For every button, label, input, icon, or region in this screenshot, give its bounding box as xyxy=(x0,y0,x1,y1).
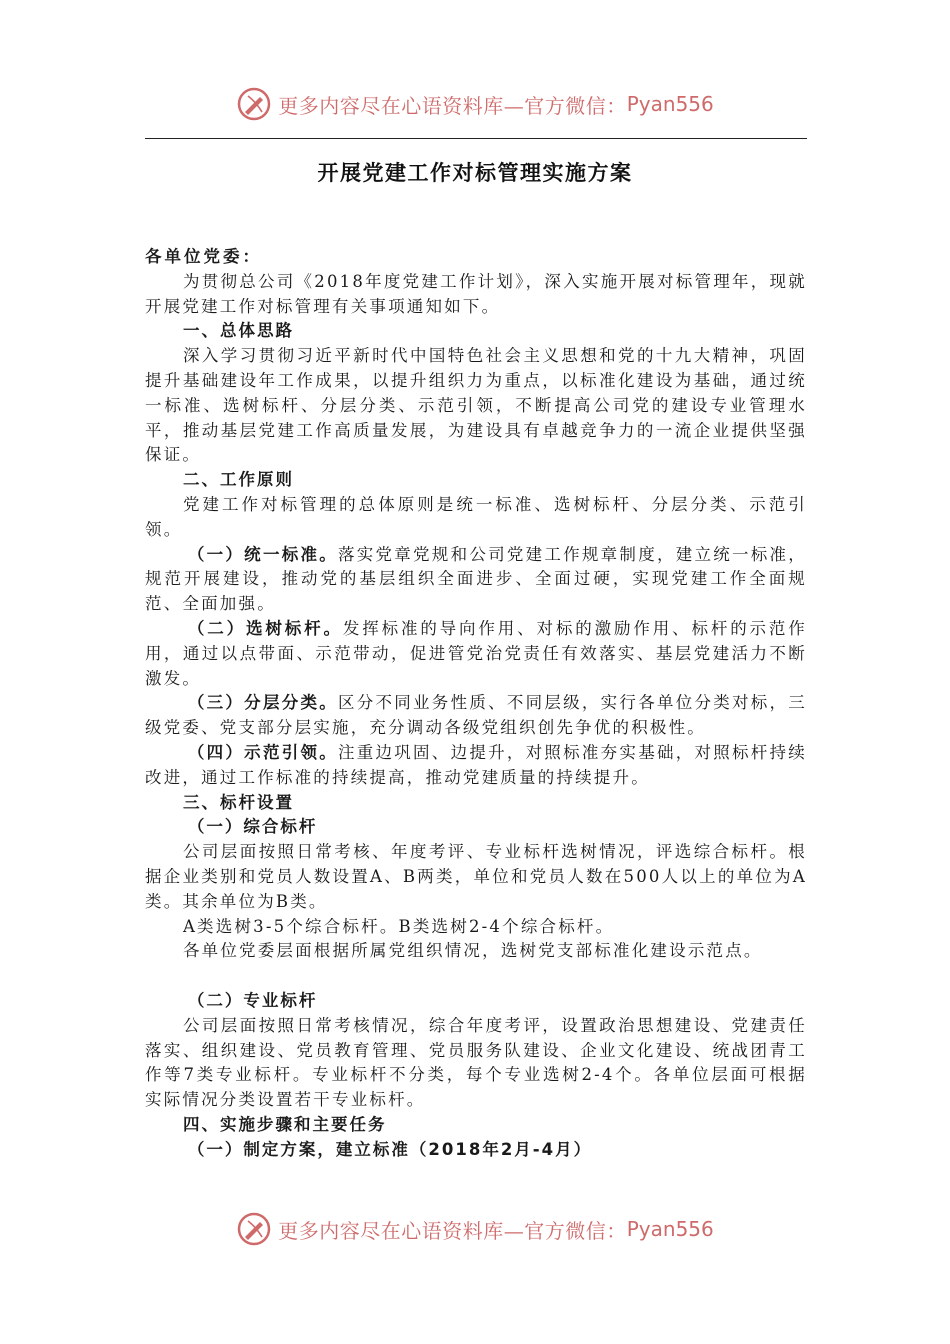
salutation: 各单位党委： xyxy=(145,247,262,266)
blank-line xyxy=(145,964,807,989)
principle-text: 落实党章党规和公司党建工作规章制度，建立统一标准，规范开展建设，推动党的基层组织全面进步、全面过硬，实现党建工作全面规范、全面加强。 xyxy=(145,544,807,614)
section-paragraph: 公司层面按照日常考核情况，综合年度考评，设置政治思想建设、党建责任落实、组织建设、党员教育管理、党员服务队建设、企业文化建设、统战团青工作等7类专业标杆。专业标杆不分类，每个专业选树2-4个。各单位层面可根据实际情况分类设置若干专业标杆。 xyxy=(145,1015,807,1110)
header-rule xyxy=(145,138,807,139)
principle-item xyxy=(145,543,807,617)
watermark-wechat-id: Pyan556 xyxy=(626,92,714,116)
principle-item xyxy=(145,617,807,691)
watermark-text: 更多内容尽在心语资料库—官方微信： xyxy=(278,1218,627,1243)
document-title: 开展党建工作对标管理实施方案 xyxy=(317,161,633,185)
subsection-heading: （一）制定方案，建立标准（2018年2月-4月） xyxy=(187,1139,593,1159)
principle-text: 区分不同业务性质、不同层级，实行各单位分类对标，三级党委、党支部分层实施，充分调动各级党组织创先争优的积极性。 xyxy=(145,693,807,738)
section-paragraph: 各单位党委层面根据所属党组织情况，选树党支部标准化建设示范点。 xyxy=(182,941,763,961)
section-heading: 一、总体思路 xyxy=(182,321,294,341)
principle-text: 注重边巩固、边提升，对照标准夯实基础，对照标杆持续改进，通过工作标准的持续提高，推动党建质量的持续提升。 xyxy=(145,742,807,787)
principle-item xyxy=(145,741,807,791)
pen-logo-icon xyxy=(236,1211,272,1247)
footer-watermark xyxy=(0,1207,950,1251)
document-body xyxy=(145,245,807,1162)
principle-lead: （二）选树标杆。 xyxy=(187,618,343,638)
principle-item xyxy=(145,691,807,741)
intro-paragraph: 为贯彻总公司《2018年度党建工作计划》，深入实施开展对标管理年，现就开展党建工作对标管理有关事项通知如下。 xyxy=(145,271,807,316)
principle-lead: （四）示范引领。 xyxy=(187,742,338,762)
pen-logo-icon xyxy=(236,86,272,122)
watermark-text: 更多内容尽在心语资料库—官方微信： xyxy=(278,93,627,118)
watermark-wechat-id: Pyan556 xyxy=(626,1217,714,1241)
section-paragraph: 党建工作对标管理的总体原则是统一标准、选树标杆、分层分类、示范引领。 xyxy=(145,494,807,539)
section-heading: 四、实施步骤和主要任务 xyxy=(182,1114,387,1134)
subsection-heading: （二）专业标杆 xyxy=(187,990,318,1010)
principle-text: 发挥标准的导向作用、对标的激励作用、标杆的示范作用，通过以点带面、示范带动，促进管党治党责任有效落实、基层党建活力不断激发。 xyxy=(145,618,807,688)
section-paragraph: 公司层面按照日常考核、年度考评、专业标杆选树情况，评选综合标杆。根据企业类别和党员人数设置A、B两类，单位和党员人数在500人以上的单位为A类。其余单位为B类。 xyxy=(145,842,807,911)
header-watermark xyxy=(0,82,950,126)
subsection-heading: （一）综合标杆 xyxy=(187,817,318,837)
principle-lead: （三）分层分类。 xyxy=(187,693,338,713)
section-heading: 二、工作原则 xyxy=(182,470,294,490)
section-paragraph: 深入学习贯彻习近平新时代中国特色社会主义思想和党的十九大精神，巩固提升基础建设年工作成果，以提升组织力为重点，以标准化建设为基础，通过统一标准、选树标杆、分层分类、示范引领，不断提高公司党的建设专业管理水平，推动基层党建工作高质量发展，为建设具有卓越竞争力的一流企业提供坚强保证。 xyxy=(145,346,807,465)
principle-lead: （一）统一标准。 xyxy=(187,544,338,564)
section-paragraph: A类选树3-5个综合标杆。B类选树2-4个综合标杆。 xyxy=(182,916,615,936)
section-heading: 三、标杆设置 xyxy=(182,792,294,812)
